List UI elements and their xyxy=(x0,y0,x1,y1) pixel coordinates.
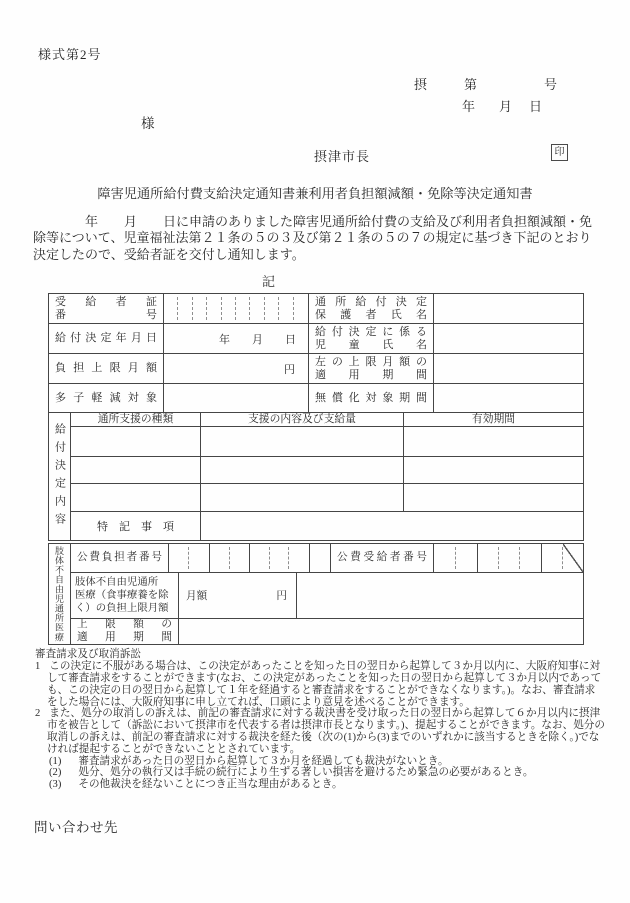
monthly-amount-label: 月額 xyxy=(186,591,208,602)
service-type-field xyxy=(71,427,201,456)
multi-child-reduction-field xyxy=(164,384,309,412)
digit-cell xyxy=(279,294,293,323)
free-childcare-period-field xyxy=(434,384,583,412)
recipient-cert-number-field xyxy=(164,294,309,323)
appeal-item-2: 2 また、処分の取消しの訴えは、前記の審査請求に対する裁決書を受け取った日の翌日から起算して６か月以内に摂津市を被告として（訴訟において摂津市を代表する者は摂津市長となります。)、提起することができます。なお、処分の取消しの訴えは、前記の審査請求に対する裁決を経た後（次の(1)から(3)までのいずれかに該当するときを除く。)でなければ提起することができないこととされています。 xyxy=(35,708,605,755)
limit-period-label: 左の上限月額の 適用期間 xyxy=(309,354,434,383)
valid-period-header: 有効期間 xyxy=(471,413,516,425)
service-type-field xyxy=(71,484,201,511)
medical-copay-limit-row xyxy=(71,573,583,619)
digit-cell xyxy=(189,544,209,572)
service-detail-field xyxy=(201,457,404,483)
table-row xyxy=(49,324,583,354)
grant-date-label: 給付決定年月日 xyxy=(49,324,164,353)
digit-cell xyxy=(294,294,308,323)
multi-child-reduction-label: 多子軽減対象 xyxy=(49,384,164,412)
doc-no-suffix: 号 xyxy=(544,77,558,92)
digit-cells xyxy=(434,544,583,572)
appeal-notes xyxy=(35,649,605,791)
digit-cell xyxy=(250,544,270,572)
digit-cell xyxy=(210,544,230,572)
medical-copay-blank-field xyxy=(297,573,583,618)
medical-copay-limit-label: 肢体不自由児通所 医療（食事療養を除 く）の負担上限月額 xyxy=(71,573,179,618)
support-header-row xyxy=(71,413,583,427)
service-type-header: 通所支援の種類 xyxy=(71,413,201,426)
slashed-digit-cell xyxy=(563,544,584,572)
digit-cell xyxy=(222,294,236,323)
doc-no-prefix: 摂 xyxy=(414,77,428,92)
public-recipient-number-label: 公費受給者番号 xyxy=(331,544,434,572)
appeal-subitem-2: (2) 処分、処分の執行又は手続の続行により生ずる著しい損害を避けるため緊急の必要があるとき。 xyxy=(49,767,534,779)
service-detail-field xyxy=(201,427,404,456)
public-recipient-number-field xyxy=(434,544,583,572)
special-notes-field xyxy=(201,512,583,540)
digit-cell xyxy=(542,544,563,572)
digit-cell xyxy=(499,544,520,572)
digit-cell xyxy=(520,544,541,572)
digit-cell xyxy=(456,544,478,572)
digit-cells xyxy=(164,294,308,323)
digit-cell xyxy=(193,294,207,323)
public-payer-number-field xyxy=(169,544,331,572)
support-row xyxy=(71,457,583,484)
copay-limit-label: 負担上限月額 xyxy=(49,354,164,383)
digit-cell xyxy=(289,544,309,572)
limit-period-field xyxy=(434,354,583,383)
appeal-item-1: 1 この決定に不服がある場合は、この決定があったことを知った日の翌日から起算して３か月以内に、大阪府知事に対して審査請求をすることができます(なお、この決定があったことを知った日の翌日から起算して３か月以内であっても、この決定の日の翌日から起算して１年を経過すると審査請求をすることができなくなります。)。なお、審査請求をした場合には、大阪府知事に申し立てれば、口頭により意見を述べることができます。 xyxy=(35,661,602,708)
support-row xyxy=(71,484,583,512)
digit-cell xyxy=(169,544,189,572)
guardian-name-field xyxy=(434,294,583,323)
sender-name: 摂津市長 xyxy=(314,149,371,164)
digit-cell xyxy=(270,544,290,572)
inquiry-label: 問い合わせ先 xyxy=(34,820,118,835)
support-row xyxy=(71,427,583,457)
free-childcare-period-label: 無償化対象期間 xyxy=(309,384,434,412)
child-name-label: 給付決定に係る 児童氏名 xyxy=(309,324,434,353)
day-label: 日 xyxy=(529,99,543,114)
digit-cell xyxy=(164,294,178,323)
appeal-heading: 審査請求及び取消訴訟 xyxy=(35,649,141,660)
appeal-subitem-1: (1) 審査請求があった日の翌日から起算して３か月を経過しても裁決がないとき。 xyxy=(49,755,449,767)
record-marker: 記 xyxy=(262,274,276,289)
addressee-suffix: 様 xyxy=(141,116,155,131)
monthly-amount-field xyxy=(179,573,297,618)
digit-cell xyxy=(250,294,264,323)
digit-cell xyxy=(207,294,221,323)
service-type-field xyxy=(71,457,201,483)
special-notes-row xyxy=(71,512,583,540)
table-row xyxy=(49,294,583,324)
yen-unit: 円 xyxy=(276,591,287,602)
month-label: 月 xyxy=(499,99,513,114)
body-paragraph: 年 月 日に申請のありました障害児通所給付費の支給及び利用者負担額減額・免除等について、児童福祉法第２１条の５の３及び第２１条の５の７の規定に基づき下記のとおり決定したので、受給者証を交付し通知します。 xyxy=(33,214,593,262)
table-row xyxy=(49,354,583,384)
grant-date-field: 年 月 日 xyxy=(164,324,309,353)
limit-apply-period-row xyxy=(71,619,583,644)
appeal-subitem-3: (3) その他裁決を経ないことにつき正当な理由があるとき。 xyxy=(49,779,343,791)
document-title: 障害児通所給付費支給決定通知書兼利用者負担額減額・免除等決定通知書 xyxy=(97,186,533,201)
digit-cell xyxy=(236,294,250,323)
valid-period-field xyxy=(404,457,583,483)
doc-no-label: 第 xyxy=(464,77,478,92)
service-detail-header: 支援の内容及び支給量 xyxy=(201,413,404,426)
copay-limit-field: 円 xyxy=(164,354,309,383)
limit-apply-period-label: 上限額の 適用期間 xyxy=(71,619,179,644)
special-notes-label: 特 記 事 項 xyxy=(71,512,201,540)
digit-cell xyxy=(265,294,279,323)
limit-apply-period-field xyxy=(179,619,583,644)
decision-content-vertical-label: 給付決定内容 xyxy=(49,413,71,540)
digit-cell xyxy=(178,294,192,323)
public-payer-number-label: 公費負担者番号 xyxy=(71,544,169,572)
form-code: 様式第2号 xyxy=(38,47,102,62)
valid-period-field xyxy=(404,427,583,456)
guardian-name-label: 通所給付決定 保護者氏名 xyxy=(309,294,434,323)
valid-period-field xyxy=(404,484,583,511)
digit-cell xyxy=(230,544,250,572)
recipient-cert-number-label: 受給者証 番号 xyxy=(49,294,164,323)
child-name-field xyxy=(434,324,583,353)
digit-cell xyxy=(310,544,330,572)
year-label: 年 xyxy=(462,99,476,114)
service-detail-field xyxy=(201,484,404,511)
benefit-decision-table xyxy=(48,293,584,541)
digit-cells xyxy=(169,544,330,572)
decision-content-section xyxy=(49,413,583,540)
medical-care-vertical-label: 肢体不自由児通所医療 xyxy=(49,544,71,644)
public-expense-number-row xyxy=(71,544,583,573)
digit-cell xyxy=(478,544,499,572)
medical-care-table xyxy=(48,543,584,645)
table-row xyxy=(49,384,583,413)
official-seal-box: 印 xyxy=(551,144,568,161)
digit-cell xyxy=(434,544,456,572)
